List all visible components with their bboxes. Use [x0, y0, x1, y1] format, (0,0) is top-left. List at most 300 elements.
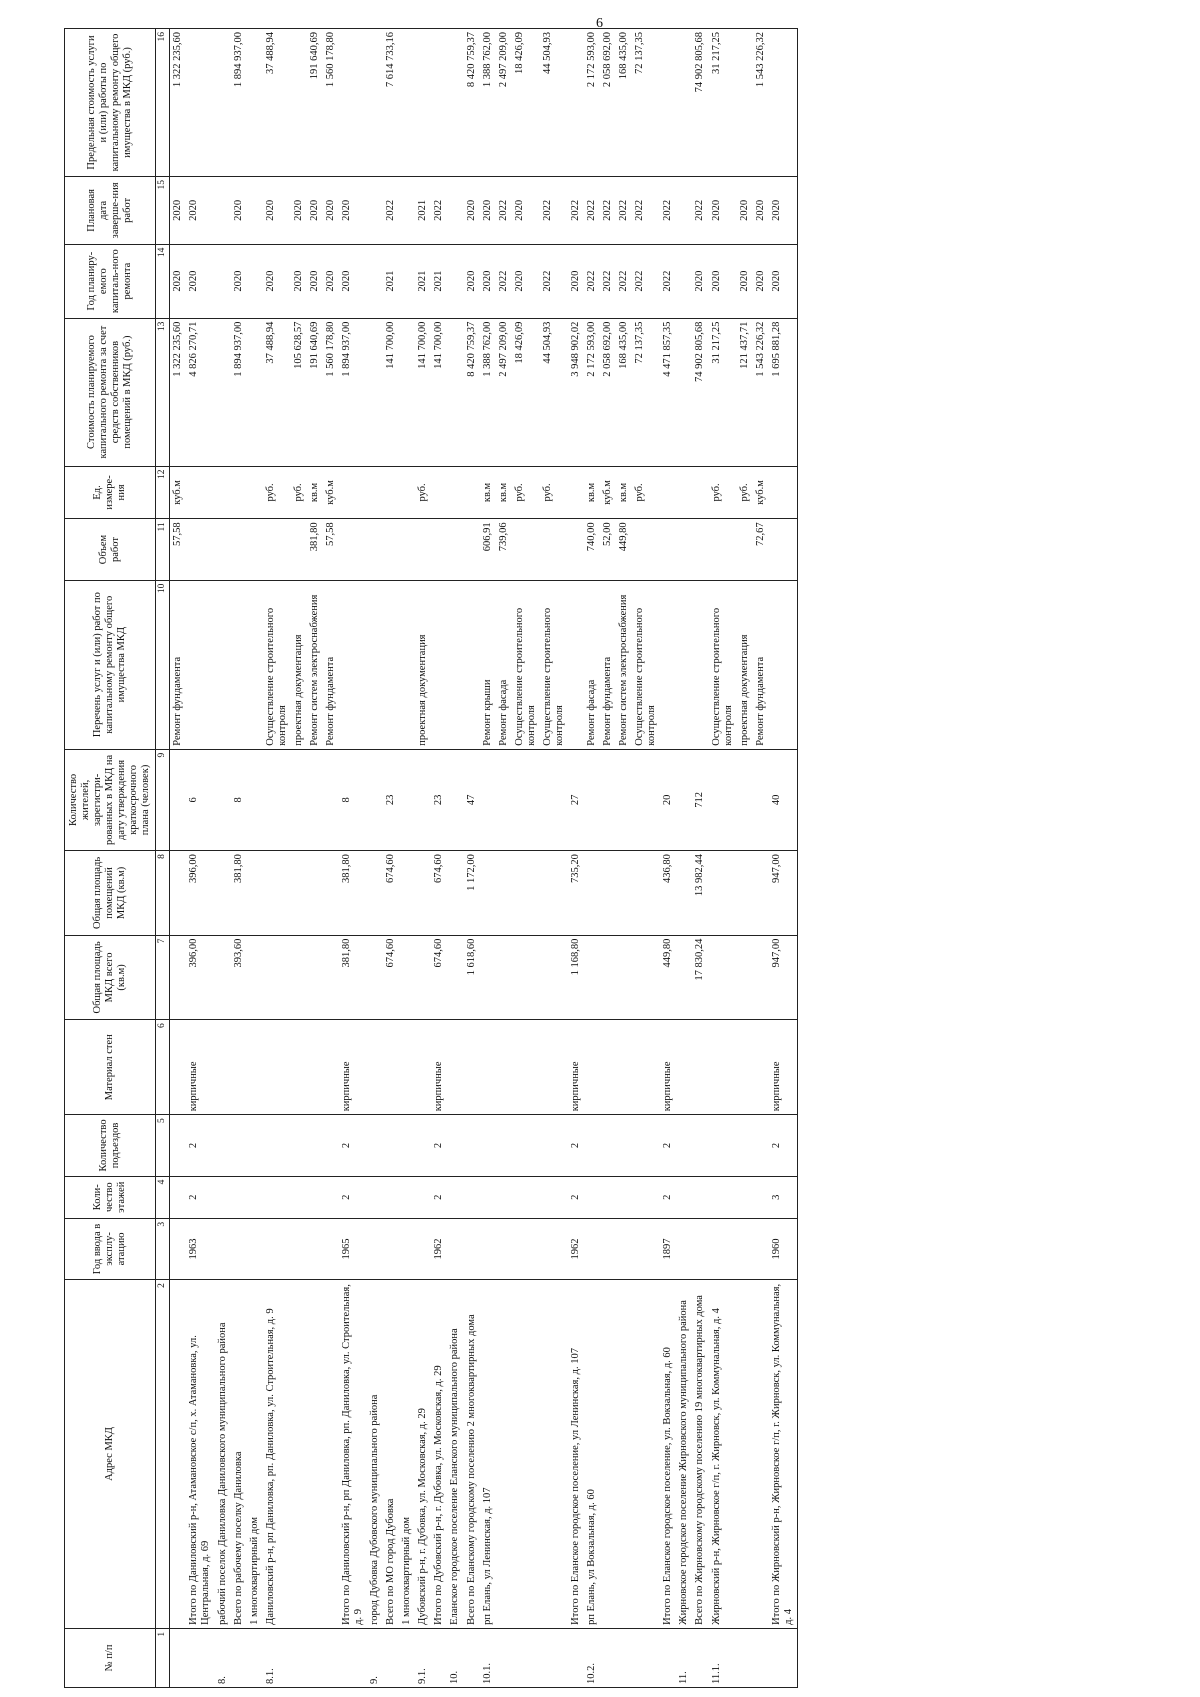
- table-cell: [291, 851, 307, 936]
- table-cell: [753, 851, 769, 936]
- table-cell: 105 628,57: [291, 318, 307, 466]
- table-cell: Ремонт фундамента: [170, 580, 187, 749]
- table-cell: [247, 466, 263, 519]
- table-cell: [709, 1176, 737, 1218]
- table-cell: [367, 466, 383, 519]
- table-cell: [616, 1280, 632, 1629]
- rotated-table-sheet: [64, 28, 1164, 1688]
- table-cell: [367, 1115, 383, 1176]
- table-cell: [367, 318, 383, 466]
- table-cell: [323, 1628, 339, 1687]
- table-cell: Ремонт фасада: [584, 580, 600, 749]
- table-cell: [215, 519, 231, 580]
- table-cell: кв.м: [496, 466, 512, 519]
- table-cell: рабочий поселок Даниловка Даниловского муниципального района: [215, 1280, 231, 1629]
- table-cell: [616, 1115, 632, 1176]
- table-cell: 2021: [431, 244, 447, 318]
- table-cell: Жирновский р-н, Жирновское г/п, г. Жирновск, ул. Коммунальная, д. 4: [709, 1280, 737, 1629]
- table-cell: [339, 1628, 367, 1687]
- table-cell: [307, 1280, 323, 1629]
- table-cell: 20: [660, 749, 676, 850]
- table-cell: 18 426,09: [512, 29, 540, 177]
- table-cell: 11.: [676, 1628, 692, 1687]
- table-cell: [367, 749, 383, 850]
- table-cell: [415, 519, 431, 580]
- table-cell: [692, 1628, 708, 1687]
- table-cell: [215, 466, 231, 519]
- table-row: [464, 29, 480, 1688]
- table-cell: [383, 1628, 399, 1687]
- table-row: [215, 29, 231, 1688]
- column-header: Материал стен: [65, 1020, 156, 1115]
- table-cell: 2022: [616, 244, 632, 318]
- table-cell: [231, 519, 247, 580]
- table-cell: 1965: [339, 1218, 367, 1279]
- table-cell: рп Елань, ул Ленинская, д. 107: [480, 1280, 496, 1629]
- table-cell: [307, 1020, 323, 1115]
- table-cell: [540, 519, 568, 580]
- table-row: [323, 29, 339, 1688]
- table-cell: [447, 580, 463, 749]
- column-number: 7: [156, 935, 170, 1020]
- table-cell: [247, 1115, 263, 1176]
- table-cell: 947,00: [769, 935, 798, 1020]
- table-cell: [632, 935, 660, 1020]
- table-cell: [263, 749, 291, 850]
- table-cell: Осуществление строительного контроля: [263, 580, 291, 749]
- table-cell: [584, 1020, 600, 1115]
- page-number: 6: [596, 16, 603, 31]
- table-cell: [399, 177, 415, 245]
- table-cell: [367, 1176, 383, 1218]
- table-cell: [263, 935, 291, 1020]
- table-cell: [447, 1115, 463, 1176]
- table-cell: 2020: [480, 177, 496, 245]
- table-cell: [753, 1176, 769, 1218]
- table-cell: [383, 466, 399, 519]
- table-row: [568, 29, 584, 1688]
- table-cell: [660, 466, 676, 519]
- table-cell: [496, 749, 512, 850]
- table-cell: [632, 519, 660, 580]
- table-cell: [431, 29, 447, 177]
- table-cell: город Дубовка Дубовского муниципального района: [367, 1280, 383, 1629]
- table-cell: кирпичные: [186, 1020, 214, 1115]
- table-cell: [186, 580, 214, 749]
- table-cell: [496, 1280, 512, 1629]
- table-cell: [415, 1176, 431, 1218]
- table-cell: [431, 466, 447, 519]
- table-cell: [464, 1628, 480, 1687]
- table-cell: 2: [769, 1115, 798, 1176]
- table-row: [616, 29, 632, 1688]
- table-row: [383, 29, 399, 1688]
- table-cell: [568, 466, 584, 519]
- table-cell: [584, 749, 600, 850]
- table-cell: кирпичные: [568, 1020, 584, 1115]
- table-cell: Жирновское городское поселение Жирновского муниципального района: [676, 1280, 692, 1629]
- table-cell: 2020: [464, 244, 480, 318]
- table-cell: [480, 1176, 496, 1218]
- table-cell: Всего по Жирновскому городскому поселению 19 многоквартирных дома: [692, 1280, 708, 1629]
- table-cell: 947,00: [769, 851, 798, 936]
- table-cell: [600, 1218, 616, 1279]
- table-row: [367, 29, 383, 1688]
- table-cell: [737, 1176, 753, 1218]
- table-cell: 1 388 762,00: [480, 29, 496, 177]
- table-cell: [600, 749, 616, 850]
- table-cell: [247, 1176, 263, 1218]
- table-cell: [415, 851, 431, 936]
- table-cell: [709, 1218, 737, 1279]
- table-cell: [676, 580, 692, 749]
- table-cell: 449,80: [616, 519, 632, 580]
- table-cell: [231, 1020, 247, 1115]
- table-cell: [447, 244, 463, 318]
- table-cell: [399, 244, 415, 318]
- table-cell: 712: [692, 749, 708, 850]
- table-cell: руб.: [291, 466, 307, 519]
- column-header: Общая площадь МКД всего (кв.м): [65, 935, 156, 1020]
- table-cell: [323, 1020, 339, 1115]
- table-cell: [307, 851, 323, 936]
- table-row: [769, 29, 798, 1688]
- table-cell: [692, 519, 708, 580]
- table-cell: 27: [568, 749, 584, 850]
- table-cell: 2021: [415, 177, 431, 245]
- table-cell: Всего по Еланскому городскому поселению 2 многоквартирных дома: [464, 1280, 480, 1629]
- column-header: Год ввода в эксплу-атацию: [65, 1218, 156, 1279]
- table-row: [431, 29, 447, 1688]
- table-cell: 2: [660, 1176, 676, 1218]
- table-cell: [753, 1020, 769, 1115]
- table-cell: 10.1.: [480, 1628, 496, 1687]
- table-cell: [769, 1628, 798, 1687]
- table-cell: 2022: [616, 177, 632, 245]
- table-cell: 2020: [231, 244, 247, 318]
- table-cell: 2020: [339, 177, 367, 245]
- table-cell: 2 172 593,00: [584, 29, 600, 177]
- table-cell: [399, 935, 415, 1020]
- table-cell: [323, 851, 339, 936]
- table-cell: [496, 851, 512, 936]
- table-cell: [231, 1218, 247, 1279]
- table-cell: [231, 466, 247, 519]
- table-cell: [291, 1020, 307, 1115]
- table-cell: руб.: [709, 466, 737, 519]
- table-cell: 2022: [600, 244, 616, 318]
- table-cell: 2020: [512, 177, 540, 245]
- table-cell: [584, 1115, 600, 1176]
- header-row: [65, 29, 156, 1688]
- table-cell: [568, 519, 584, 580]
- table-cell: [737, 1020, 753, 1115]
- table-cell: [399, 519, 415, 580]
- table-cell: [399, 466, 415, 519]
- table-cell: 2022: [540, 177, 568, 245]
- table-cell: [263, 1115, 291, 1176]
- table-cell: [247, 519, 263, 580]
- table-cell: руб.: [632, 466, 660, 519]
- table-cell: [496, 935, 512, 1020]
- table-cell: [186, 1628, 214, 1687]
- table-cell: [186, 519, 214, 580]
- table-cell: 2 497 209,00: [496, 318, 512, 466]
- column-number: 8: [156, 851, 170, 936]
- table-cell: [399, 749, 415, 850]
- table-cell: [291, 29, 307, 177]
- table-cell: [170, 1218, 187, 1279]
- table-cell: [737, 1115, 753, 1176]
- table-cell: 2022: [496, 177, 512, 245]
- table-cell: [247, 749, 263, 850]
- table-cell: 8: [231, 749, 247, 850]
- table-cell: [170, 1280, 187, 1629]
- table-cell: [512, 1218, 540, 1279]
- table-cell: [753, 1280, 769, 1629]
- table-cell: Ремонт фундамента: [600, 580, 616, 749]
- table-cell: [676, 466, 692, 519]
- table-cell: [247, 177, 263, 245]
- table-cell: [431, 1628, 447, 1687]
- table-cell: [692, 466, 708, 519]
- table-cell: [737, 519, 753, 580]
- table-cell: 141 700,00: [431, 318, 447, 466]
- table-cell: 9.1.: [415, 1628, 431, 1687]
- table-cell: [540, 1176, 568, 1218]
- table-cell: [540, 935, 568, 1020]
- table-row: [263, 29, 291, 1688]
- table-cell: [692, 1176, 708, 1218]
- table-cell: [676, 935, 692, 1020]
- column-header: Количество подъездов: [65, 1115, 156, 1176]
- table-cell: 31 217,25: [709, 318, 737, 466]
- table-cell: [480, 1218, 496, 1279]
- table-cell: куб.м: [753, 466, 769, 519]
- table-cell: 74 902 805,68: [692, 29, 708, 177]
- table-cell: 1962: [568, 1218, 584, 1279]
- table-cell: [291, 935, 307, 1020]
- table-cell: 13 982,44: [692, 851, 708, 936]
- table-cell: 735,20: [568, 851, 584, 936]
- table-cell: [215, 29, 231, 177]
- table-cell: 47: [464, 749, 480, 850]
- table-cell: 2020: [263, 244, 291, 318]
- table-cell: 674,60: [383, 851, 399, 936]
- table-cell: [447, 318, 463, 466]
- table-cell: 121 437,71: [737, 318, 753, 466]
- table-cell: [247, 318, 263, 466]
- table-cell: 141 700,00: [415, 318, 431, 466]
- table-cell: [540, 851, 568, 936]
- table-cell: [339, 466, 367, 519]
- table-cell: [431, 580, 447, 749]
- table-cell: 168 435,00: [616, 29, 632, 177]
- table-cell: [692, 1020, 708, 1115]
- table-cell: [584, 935, 600, 1020]
- table-cell: 2020: [464, 177, 480, 245]
- table-cell: 2: [431, 1176, 447, 1218]
- table-cell: 2020: [769, 244, 798, 318]
- table-cell: [769, 580, 798, 749]
- table-cell: 449,80: [660, 935, 676, 1020]
- table-cell: [769, 519, 798, 580]
- table-cell: [480, 1020, 496, 1115]
- table-cell: [247, 580, 263, 749]
- column-number: 6: [156, 1020, 170, 1115]
- table-cell: кирпичные: [431, 1020, 447, 1115]
- table-cell: [464, 466, 480, 519]
- column-number: 2: [156, 1280, 170, 1629]
- table-cell: [291, 519, 307, 580]
- table-row: [339, 29, 367, 1688]
- table-row: [415, 29, 431, 1688]
- table-cell: 2: [660, 1115, 676, 1176]
- table-row: [600, 29, 616, 1688]
- table-cell: [568, 1628, 584, 1687]
- table-cell: 2020: [291, 177, 307, 245]
- table-cell: 2020: [170, 177, 187, 245]
- table-cell: [600, 1115, 616, 1176]
- table-cell: [323, 1218, 339, 1279]
- table-cell: 37 488,94: [263, 318, 291, 466]
- table-cell: [616, 1218, 632, 1279]
- table-cell: Всего по рабочему поселку Даниловка: [231, 1280, 247, 1629]
- column-header: № п/п: [65, 1628, 156, 1687]
- table-cell: [291, 1176, 307, 1218]
- table-cell: [480, 1115, 496, 1176]
- table-cell: [367, 1020, 383, 1115]
- table-cell: [170, 1176, 187, 1218]
- table-row: [737, 29, 753, 1688]
- table-cell: [447, 177, 463, 245]
- table-cell: [709, 519, 737, 580]
- table-cell: 381,80: [339, 851, 367, 936]
- table-cell: 72 137,35: [632, 29, 660, 177]
- table-cell: [512, 1280, 540, 1629]
- table-cell: 191 640,69: [307, 29, 323, 177]
- table-cell: 2020: [709, 244, 737, 318]
- table-cell: [399, 1628, 415, 1687]
- table-cell: [540, 1020, 568, 1115]
- table-cell: [447, 749, 463, 850]
- table-cell: 10.2.: [584, 1628, 600, 1687]
- table-cell: [215, 1176, 231, 1218]
- table-cell: [496, 1218, 512, 1279]
- table-cell: 2020: [307, 177, 323, 245]
- table-cell: [692, 580, 708, 749]
- table-cell: [753, 1628, 769, 1687]
- table-cell: 2020: [231, 177, 247, 245]
- table-cell: 1 322 235,60: [170, 29, 187, 177]
- table-cell: 2022: [632, 177, 660, 245]
- table-cell: [215, 1115, 231, 1176]
- table-cell: [170, 935, 187, 1020]
- table-cell: [447, 851, 463, 936]
- table-cell: [737, 935, 753, 1020]
- table-cell: 52,00: [600, 519, 616, 580]
- table-cell: [676, 244, 692, 318]
- table-cell: [676, 519, 692, 580]
- table-cell: 739,06: [496, 519, 512, 580]
- table-cell: [307, 749, 323, 850]
- table-cell: [399, 29, 415, 177]
- table-cell: 2022: [496, 244, 512, 318]
- table-cell: [616, 851, 632, 936]
- table-cell: 2020: [709, 177, 737, 245]
- table-cell: [692, 1218, 708, 1279]
- column-number: 4: [156, 1176, 170, 1218]
- table-cell: проектная документация: [737, 580, 753, 749]
- table-cell: 1 560 178,80: [323, 29, 339, 177]
- table-cell: [291, 1280, 307, 1629]
- table-cell: 2022: [660, 244, 676, 318]
- table-cell: [247, 935, 263, 1020]
- table-cell: 1 многоквартирный дом: [399, 1280, 415, 1629]
- table-cell: [399, 1176, 415, 1218]
- table-cell: 40: [769, 749, 798, 850]
- table-cell: [399, 1020, 415, 1115]
- table-cell: [676, 29, 692, 177]
- table-cell: руб.: [512, 466, 540, 519]
- table-row: [291, 29, 307, 1688]
- table-cell: [367, 580, 383, 749]
- table-cell: 2022: [584, 177, 600, 245]
- table-cell: 2: [431, 1115, 447, 1176]
- table-cell: [600, 851, 616, 936]
- table-row: [584, 29, 600, 1688]
- table-cell: 17 830,24: [692, 935, 708, 1020]
- table-cell: 2: [186, 1176, 214, 1218]
- table-cell: [540, 1628, 568, 1687]
- table-cell: [660, 580, 676, 749]
- table-cell: [323, 749, 339, 850]
- table-cell: [464, 1176, 480, 1218]
- table-cell: [415, 1218, 431, 1279]
- table-cell: [247, 244, 263, 318]
- table-cell: [676, 749, 692, 850]
- table-cell: 4 471 857,35: [660, 318, 676, 466]
- table-cell: 2020: [753, 244, 769, 318]
- table-cell: [676, 177, 692, 245]
- table-header: [65, 29, 170, 1688]
- table-cell: [447, 466, 463, 519]
- table-cell: [383, 1218, 399, 1279]
- table-cell: [737, 851, 753, 936]
- table-cell: руб.: [540, 466, 568, 519]
- table-cell: [540, 749, 568, 850]
- table-cell: 606,91: [480, 519, 496, 580]
- table-cell: [247, 1628, 263, 1687]
- table-cell: [307, 1218, 323, 1279]
- table-cell: [367, 244, 383, 318]
- table-cell: 11.1.: [709, 1628, 737, 1687]
- table-cell: 2020: [186, 244, 214, 318]
- table-cell: [447, 1020, 463, 1115]
- table-cell: 2022: [568, 177, 584, 245]
- table-cell: 1 172,00: [464, 851, 480, 936]
- table-cell: 2 172 593,00: [584, 318, 600, 466]
- table-cell: 2021: [383, 244, 399, 318]
- table-row: [480, 29, 496, 1688]
- table-cell: [753, 935, 769, 1020]
- table-cell: кв.м: [307, 466, 323, 519]
- table-cell: [307, 935, 323, 1020]
- table-cell: 2022: [660, 177, 676, 245]
- table-cell: 2: [568, 1176, 584, 1218]
- column-number-row: [156, 29, 170, 1688]
- table-cell: [568, 29, 584, 177]
